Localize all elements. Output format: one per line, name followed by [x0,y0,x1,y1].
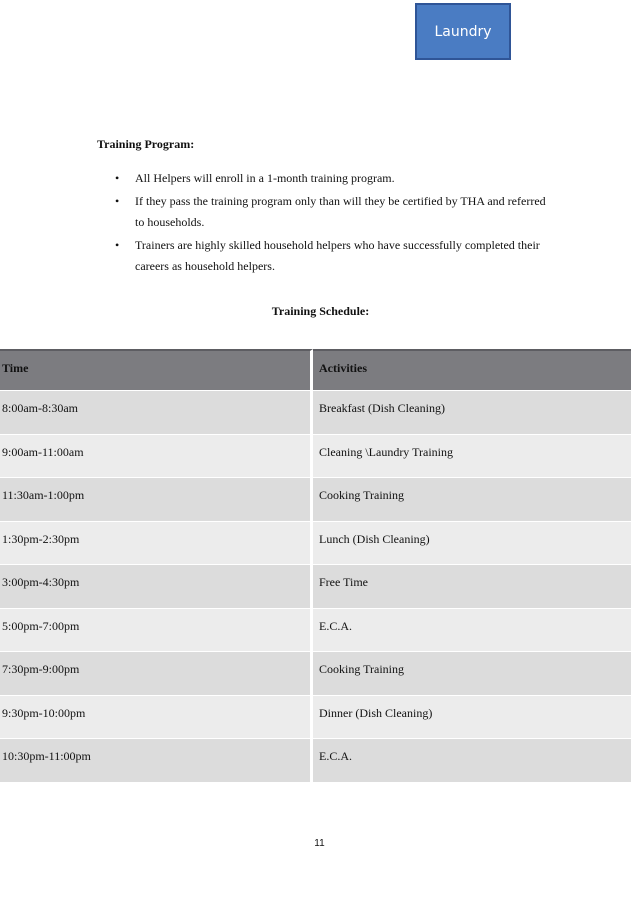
table-row [0,609,631,653]
time-cell: 8:00am-8:30am [0,391,313,435]
activity-cell: E.C.A. [313,609,631,653]
activity-cell: Dinner (Dish Cleaning) [313,696,631,740]
list-item [113,191,553,233]
training-program-heading: Training Program: [97,137,195,151]
table-row [0,652,631,696]
activity-cell: Cleaning \Laundry Training [313,435,631,479]
table-row [0,696,631,740]
table-row [0,391,631,435]
column-header-time: Time [0,349,313,391]
list-item [113,235,553,277]
table-row [0,435,631,479]
time-cell: 11:30am-1:00pm [0,478,313,522]
table-header-row [0,349,631,391]
activity-cell: Cooking Training [313,652,631,696]
table-row [0,522,631,566]
bullet-text: Trainers are highly skilled household helpers who have successfully completed their careers as household helpers. [135,238,540,273]
schedule-table [0,349,631,783]
bullet-icon: • [115,194,120,208]
time-cell: 10:30pm-11:00pm [0,739,313,783]
training-schedule-heading: Training Schedule: [271,304,370,318]
page-number: 11 [314,838,325,849]
time-cell: 3:00pm-4:30pm [0,565,313,609]
activity-cell: Free Time [313,565,631,609]
activity-cell: E.C.A. [313,739,631,783]
activity-cell: Breakfast (Dish Cleaning) [313,391,631,435]
table-row [0,739,631,783]
bullet-text: If they pass the training program only than will they be certified by THA and referred to households. [135,194,546,229]
activity-cell: Cooking Training [313,478,631,522]
time-cell: 9:30pm-10:00pm [0,696,313,740]
training-program-list [113,168,553,279]
column-header-activities: Activities [313,349,631,391]
laundry-label: Laundry [434,23,492,40]
table-row [0,478,631,522]
time-cell: 1:30pm-2:30pm [0,522,313,566]
list-item [113,168,553,189]
time-cell: 5:00pm-7:00pm [0,609,313,653]
time-cell: 9:00am-11:00am [0,435,313,479]
bullet-icon: • [115,171,120,185]
bullet-icon: • [115,238,120,252]
time-cell: 7:30pm-9:00pm [0,652,313,696]
bullet-text: All Helpers will enroll in a 1-month training program. [135,171,395,185]
laundry-label-box [415,3,511,60]
activity-cell: Lunch (Dish Cleaning) [313,522,631,566]
table-row [0,565,631,609]
